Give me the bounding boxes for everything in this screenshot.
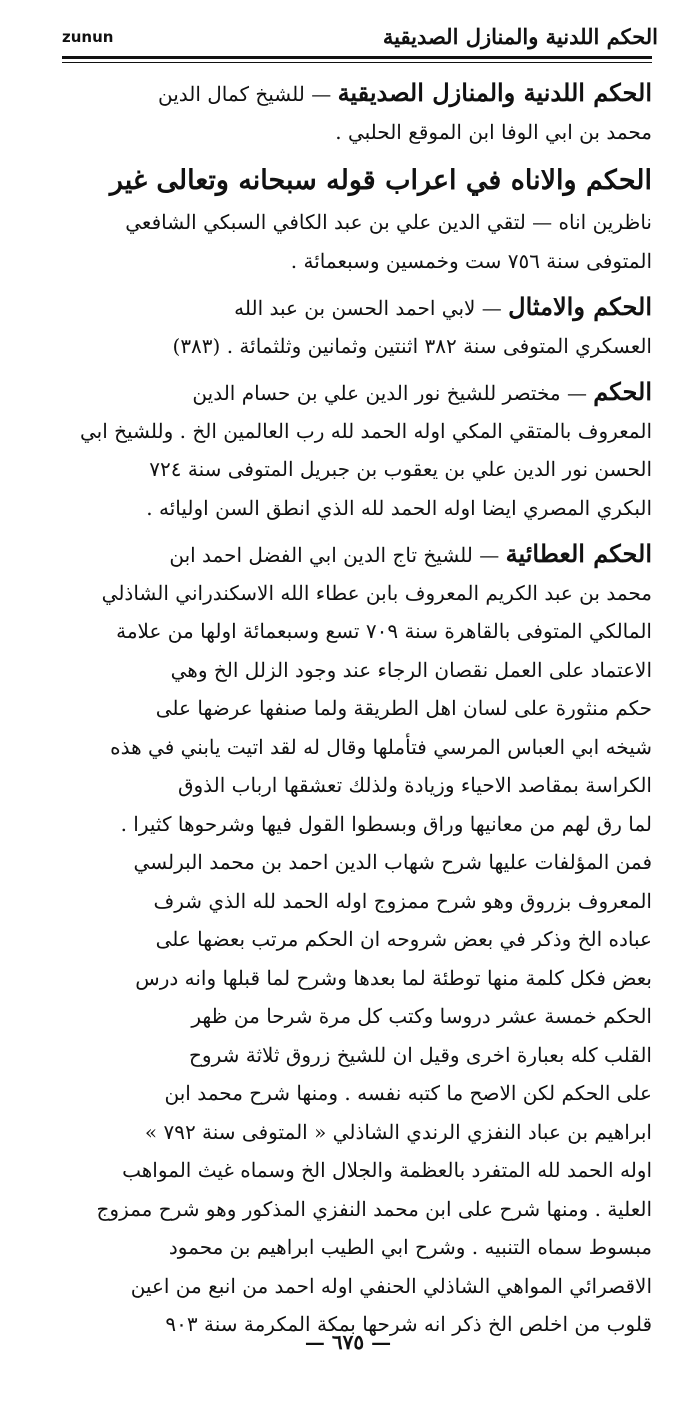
entry-line	[60, 920, 652, 959]
entry-line	[60, 203, 652, 242]
entry-text: الاعتماد على العمل نقصان الرجاء عند وجود الزلل الخ وهي	[170, 657, 652, 682]
page-number: — ٦٧٥ —	[304, 1330, 392, 1354]
entry-text: الحكم خمسة عشر دروسا وكتب كل مرة شرحا من ظهر	[191, 1004, 652, 1028]
entry-line	[60, 450, 652, 489]
entry-text: العسكري المتوفى سنة ٣٨٢ اثنتين وثمانين وثلثمائة . (٣٨٣)	[172, 333, 652, 358]
entry-first-line	[60, 373, 652, 412]
entry-line	[60, 1151, 652, 1190]
entry-line	[60, 612, 652, 651]
entry-line	[60, 1267, 652, 1306]
running-title: الحكم اللدنية والمنازل الصديقية	[382, 24, 658, 49]
entry-line	[60, 689, 652, 728]
entry-text: عباده الخ وذكر في بعض شروحه ان الحكم مرتب بعضها على	[155, 927, 652, 951]
entry-line	[60, 489, 652, 528]
entry-line	[60, 1113, 652, 1152]
entry-text: بعض فكل كلمة منها توطئة لما بعدها وشرح لما قبلها وانه درس	[135, 965, 652, 990]
entry-text: قلوب من اخلص الخ ذكر انه شرحها بمكة المكرمة سنة ٩٠٣	[165, 1312, 652, 1336]
entry-text: — مختصر للشيخ نور الدين علي بن حسام الدين	[192, 381, 594, 405]
entry	[60, 288, 652, 365]
entry-line	[60, 574, 652, 613]
entry	[60, 74, 652, 151]
entry-title: الحكم والامثال	[508, 292, 652, 321]
page-body	[60, 74, 652, 1344]
entry-title: الحكم	[593, 377, 652, 406]
entry-line	[60, 1190, 652, 1229]
entry-text: الحسن نور الدين علي بن يعقوب بن جبريل المتوفى سنة ٧٢٤	[149, 457, 652, 481]
entry-first-line	[60, 159, 652, 203]
entry-first-line	[60, 288, 652, 327]
entry-title: الحكم والاناه في اعراب قوله سبحانه وتعالى غير	[109, 165, 652, 196]
entry-text: — لابي احمد الحسن بن عبد الله	[234, 296, 509, 320]
header-rule-thick	[62, 56, 652, 59]
entry-line	[60, 766, 652, 805]
entry-text: على الحكم لكن الاصح ما كتبه نفسه . ومنها شرح محمد ابن	[164, 1081, 652, 1105]
entry-line	[60, 651, 652, 690]
entry-text: المالكي المتوفى بالقاهرة سنة ٧٠٩ تسع وسبعمائة اولها من علامة	[116, 619, 652, 643]
entry-text: ناظرين اناه — لتقي الدين علي بن عبد الكافي السبكي الشافعي	[125, 210, 652, 234]
entry-text: — للشيخ تاج الدين ابي الفضل احمد ابن	[169, 543, 506, 567]
entry-text: مبسوط سماه التنبيه . وشرح ابي الطيب ابراهيم بن محمود	[168, 1235, 652, 1259]
entry-text: فمن المؤلفات عليها شرح شهاب الدين احمد بن محمد البرلسي	[133, 850, 652, 874]
entry-line	[60, 805, 652, 844]
entry-line	[60, 728, 652, 767]
entry-line	[60, 242, 652, 281]
entry-text: محمد بن عبد الكريم المعروف بابن عطاء الله الاسكندراني الشاذلي	[101, 580, 652, 605]
entry-text: المعروف بالمتقي المكي اوله الحمد لله رب العالمين الخ . وللشيخ ابي	[79, 418, 652, 443]
entry-text: المتوفى سنة ٧٥٦ ست وخمسين وسبعمائة .	[290, 248, 652, 273]
entry-text: لما رق لهم من معانيها وراق وبسطوا القول فيها وشرحوها كثيرا .	[120, 811, 652, 836]
entry-line	[60, 1074, 652, 1113]
entry-line	[60, 882, 652, 921]
entry-text: اوله الحمد لله المتفرد بالعظمة والجلال الخ وسماه غيث المواهب	[122, 1158, 652, 1182]
entry-line	[60, 1228, 652, 1267]
entry	[60, 373, 652, 527]
entry	[60, 535, 652, 1344]
entry-text: — للشيخ كمال الدين	[157, 82, 338, 106]
entry-line	[60, 1036, 652, 1075]
entry-line	[60, 843, 652, 882]
entry-text: القلب كله بعبارة اخرى وقيل ان للشيخ زروق ثلاثة شروح	[189, 1042, 652, 1067]
entry-text: الاقصرائي المواهي الشاذلي الحنفي اوله احمد من انبع من اعين	[130, 1273, 652, 1298]
entry-line	[60, 412, 652, 451]
entry-text: المعروف بزروق وهو شرح ممزوج اوله الحمد لله الذي شرف	[153, 888, 652, 913]
header-rule-thin	[62, 62, 652, 63]
header-left-text: zunun	[62, 28, 114, 46]
entry-text: حكم منثورة على لسان اهل الطريقة ولما صنفها عرضها على	[155, 696, 652, 720]
entry-text: محمد بن ابي الوفا ابن الموقع الحلبي .	[335, 119, 652, 144]
entry-line	[60, 997, 652, 1036]
page-header	[40, 24, 658, 54]
entry	[60, 159, 652, 280]
entry-text: الكراسة بمقاصد الاحياء وزيادة ولذلك تعشقها ارباب الذوق	[177, 773, 652, 797]
entry-text: ابراهيم بن عباد النفزي الرندي الشاذلي « المتوفى سنة ٧٩٢ »	[144, 1119, 652, 1144]
entry-line	[60, 959, 652, 998]
entry-title: الحكم اللدنية والمنازل الصديقية	[337, 78, 652, 107]
entry-first-line	[60, 74, 652, 113]
entry-line	[60, 113, 652, 152]
entry-text: البكري المصري ايضا اوله الحمد لله الذي انطق السن اوليائه .	[146, 495, 652, 520]
entry-text: العلية . ومنها شرح على ابن محمد النفزي المذكور وهو شرح ممزوج	[96, 1196, 652, 1221]
entry-text: شيخه ابي العباس المرسي فتأملها وقال له لقد اتيت يابني في هذه	[110, 734, 652, 759]
entry-title: الحكم العطائية	[505, 539, 652, 568]
entry-first-line	[60, 535, 652, 574]
entry-line	[60, 327, 652, 366]
